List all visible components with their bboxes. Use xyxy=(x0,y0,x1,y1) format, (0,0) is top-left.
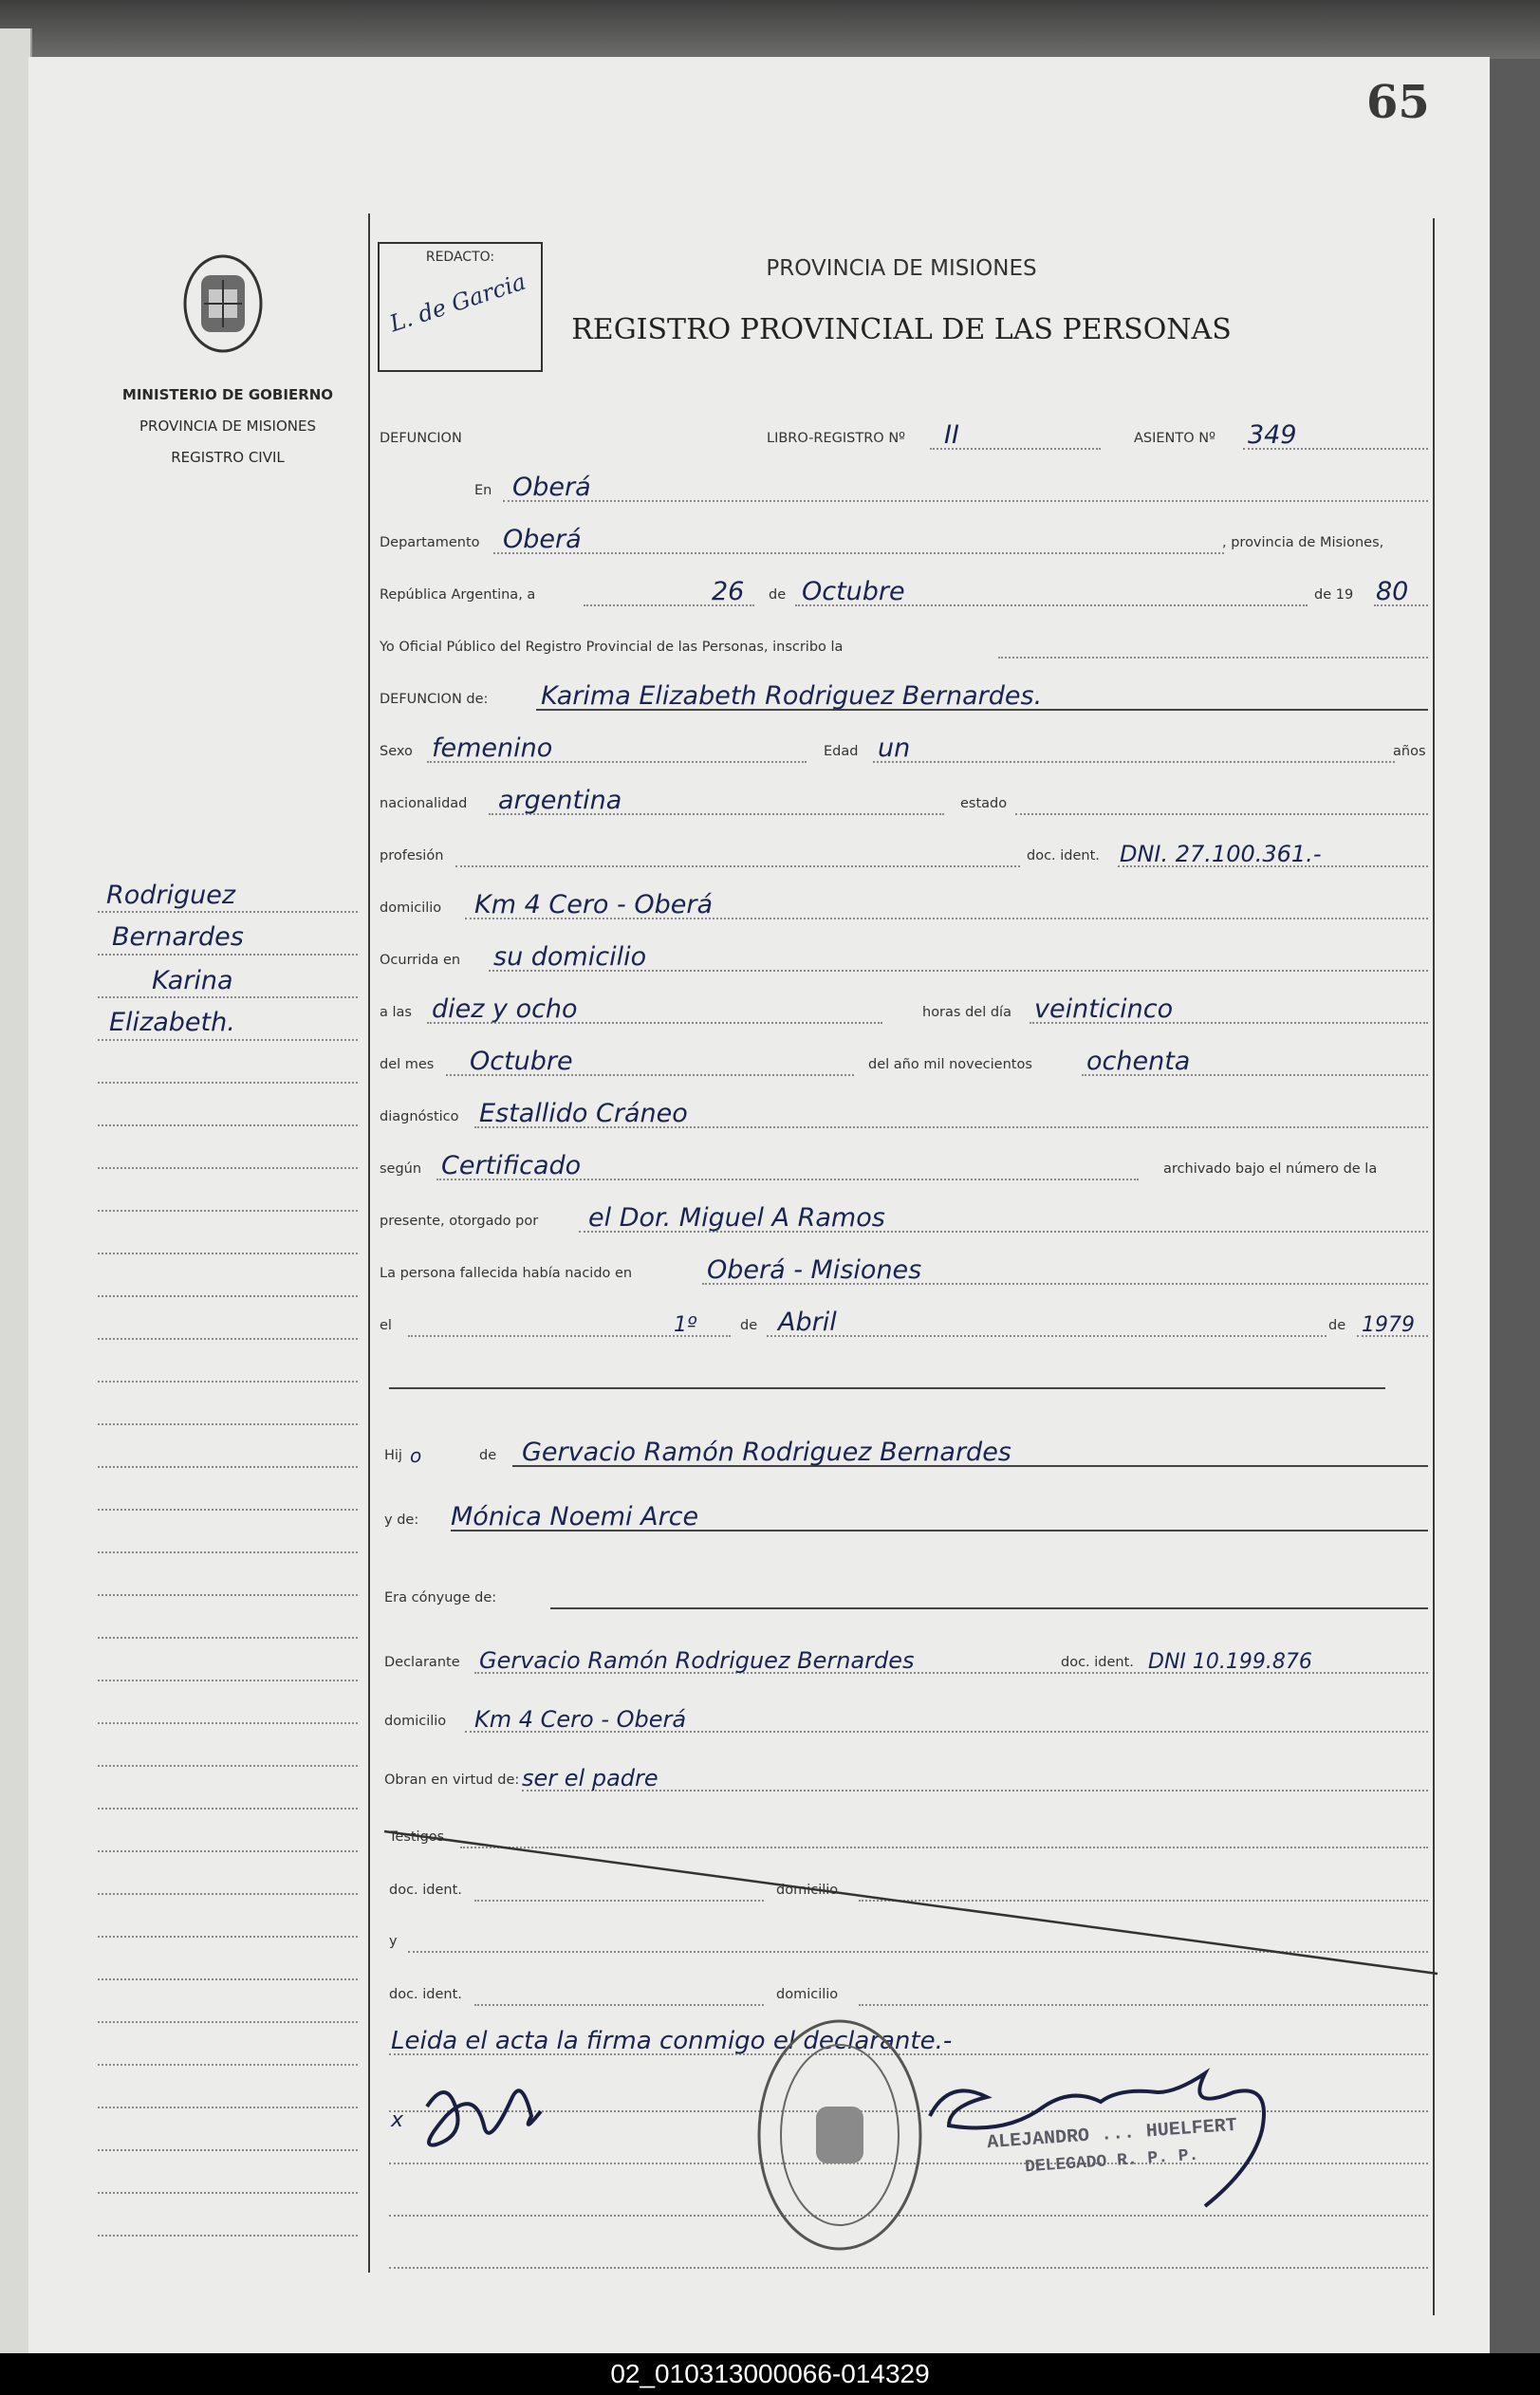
ministry-registry: REGISTRO CIVIL xyxy=(171,449,285,466)
label-de-hij: de xyxy=(479,1448,497,1463)
margin-name-3: Karina xyxy=(152,966,233,995)
label-domicilio2: domicilio xyxy=(776,1883,839,1898)
label-de-nac-ano: de xyxy=(1328,1318,1346,1333)
value-nac-mes: Abril xyxy=(778,1308,837,1337)
label-obran: Obran en virtud de: xyxy=(384,1773,520,1788)
label-ocurrida: Ocurrida en xyxy=(380,953,461,968)
ministry-title: MINISTERIO DE GOBIERNO xyxy=(121,386,334,403)
label-estado: estado xyxy=(960,796,1008,811)
label-domicilio: domicilio xyxy=(380,900,442,916)
value-declarante: Gervacio Ramón Rodriguez Bernardes xyxy=(479,1647,915,1674)
label-y-de: y de: xyxy=(384,1513,419,1528)
label-testigos: Testigos xyxy=(389,1829,445,1845)
value-ano: 80 xyxy=(1376,577,1409,606)
stamp-position: DELEGADO R. P. P. xyxy=(1024,2145,1200,2178)
value-domicilio-decl: Km 4 Cero - Oberá xyxy=(474,1706,687,1733)
value-nombre: Karima Elizabeth Rodriguez Bernardes. xyxy=(541,681,1043,711)
label-nacionalidad: nacionalidad xyxy=(380,796,468,811)
label-de-nac: de xyxy=(740,1318,758,1333)
label-el: el xyxy=(380,1318,392,1333)
label-de: de xyxy=(769,587,787,603)
value-edad: un xyxy=(878,733,911,763)
label-horas-dia: horas del día xyxy=(922,1005,1011,1020)
value-nac-ano: 1979 xyxy=(1362,1313,1415,1337)
label-yo-oficial: Yo Oficial Público del Registro Provincial de las Personas, inscribo la xyxy=(380,640,844,655)
value-libro: II xyxy=(944,420,959,450)
label-doc-ident3: doc. ident. xyxy=(389,1883,462,1898)
image-id-footer: 02_010313000066-014329 xyxy=(0,2353,1540,2395)
label-del-mes: del mes xyxy=(380,1057,435,1072)
label-asiento: ASIENTO Nº xyxy=(1134,431,1215,446)
ministry-province: PROVINCIA DE MISIONES xyxy=(139,418,316,435)
value-obran: ser el padre xyxy=(522,1765,659,1792)
value-mes2: Octubre xyxy=(470,1047,573,1076)
label-doc-ident: doc. ident. xyxy=(1027,848,1100,863)
x-mark: x xyxy=(391,2108,404,2132)
value-nacido-en: Oberá - Misiones xyxy=(707,1255,922,1285)
header-province: PROVINCIA DE MISIONES xyxy=(766,256,1037,281)
page-number: 65 xyxy=(1366,76,1430,129)
label-defuncion: DEFUNCION xyxy=(380,431,462,446)
value-dia-texto: veinticinco xyxy=(1034,994,1174,1024)
label-en: En xyxy=(474,483,492,498)
label-nacido: La persona fallecida había nacido en xyxy=(380,1266,633,1281)
label-republica: República Argentina, a xyxy=(380,587,536,603)
value-asiento: 349 xyxy=(1248,420,1297,450)
value-doc-ident: DNI. 27.100.361.- xyxy=(1120,841,1322,867)
label-provincia-de: , provincia de Misiones, xyxy=(1222,535,1384,550)
label-declarante: Declarante xyxy=(384,1655,460,1670)
value-en: Oberá xyxy=(512,473,591,502)
value-dia: 26 xyxy=(712,577,745,606)
label-conyuge: Era cónyuge de: xyxy=(384,1590,497,1606)
value-padre: Gervacio Ramón Rodriguez Bernardes xyxy=(522,1438,1011,1467)
label-libro: LIBRO-REGISTRO Nº xyxy=(767,431,906,446)
value-ocurrida: su domicilio xyxy=(493,942,647,972)
label-defuncion-de: DEFUNCION de: xyxy=(380,692,489,707)
label-profesion: profesión xyxy=(380,848,444,863)
label-diagnostico: diagnóstico xyxy=(380,1109,459,1124)
label-archivado: archivado bajo el número de la xyxy=(1163,1161,1378,1177)
margin-name-2: Bernardes xyxy=(112,922,244,952)
stamp-name: ALEJANDRO ... HUELFERT xyxy=(986,2114,1238,2155)
value-domicilio: Km 4 Cero - Oberá xyxy=(474,890,713,919)
label-doc-ident4: doc. ident. xyxy=(389,1987,462,2002)
label-edad: Edad xyxy=(824,744,859,759)
redacto-value: L. de Garcia xyxy=(386,268,529,338)
label-domicilio3: domicilio xyxy=(776,1987,839,2002)
redacto-label: REDACTO: xyxy=(425,250,495,265)
value-hij-suffix: o xyxy=(410,1444,422,1467)
margin-name-4: Elizabeth. xyxy=(109,1008,235,1037)
value-mes: Octubre xyxy=(802,577,905,606)
header-registry: REGISTRO PROVINCIAL DE LAS PERSONAS xyxy=(571,313,1232,346)
label-hij: Hij xyxy=(384,1448,402,1463)
margin-name-1: Rodriguez xyxy=(106,881,236,910)
value-diagnostico: Estallido Cráneo xyxy=(479,1099,688,1128)
value-otorgado: el Dor. Miguel A Ramos xyxy=(588,1203,885,1233)
value-hora: diez y ocho xyxy=(432,994,578,1024)
label-anos: años xyxy=(1393,744,1426,759)
value-nac-dia: 1º xyxy=(674,1313,697,1337)
label-de-19: de 19 xyxy=(1314,587,1354,603)
label-sexo: Sexo xyxy=(380,744,413,759)
value-doc-decl: DNI 10.199.876 xyxy=(1148,1650,1312,1674)
value-segun: Certificado xyxy=(441,1151,582,1180)
label-segun: según xyxy=(380,1161,422,1177)
label-departamento: Departamento xyxy=(380,535,480,550)
label-presente: presente, otorgado por xyxy=(380,1214,539,1229)
value-madre: Mónica Noemi Arce xyxy=(451,1502,699,1532)
label-domicilio-decl: domicilio xyxy=(384,1714,447,1729)
value-ano2: ochenta xyxy=(1086,1047,1191,1076)
value-departamento: Oberá xyxy=(503,525,582,554)
label-del-ano: del año mil novecientos xyxy=(868,1057,1032,1072)
value-nacionalidad: argentina xyxy=(498,786,622,815)
value-cierre: Leida el acta la firma conmigo el declarante.- xyxy=(391,2027,953,2055)
label-doc-ident2: doc. ident. xyxy=(1061,1655,1134,1670)
label-a-las: a las xyxy=(380,1005,412,1020)
value-sexo: femenino xyxy=(432,733,553,763)
label-y: y xyxy=(389,1934,398,1949)
